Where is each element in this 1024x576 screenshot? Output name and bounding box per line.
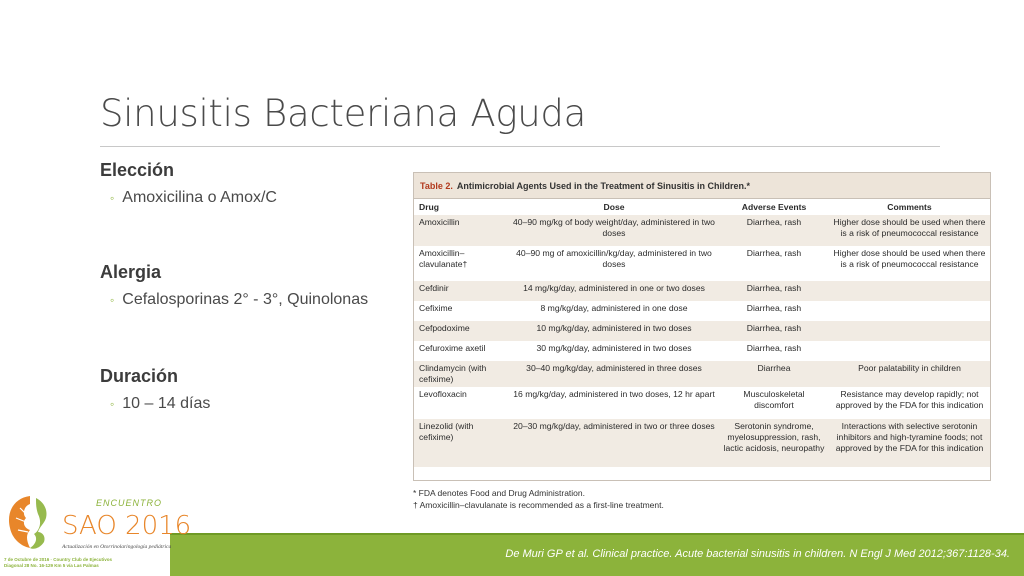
event-logo xyxy=(0,488,192,576)
adverse-events-cell: Diarrhea, rash xyxy=(719,321,829,341)
drug-cell: Amoxicillin–clavulanate† xyxy=(419,248,468,269)
comments-cell xyxy=(829,301,990,321)
comments-cell xyxy=(829,281,990,301)
footnote: † Amoxicillin–clavulanate is recommended as a first-line treatment. xyxy=(413,500,664,510)
column-header: Drug xyxy=(419,202,440,212)
table-row xyxy=(414,215,990,246)
title-divider xyxy=(100,146,940,147)
table-caption xyxy=(414,173,990,199)
adverse-events-cell: Diarrhea, rash xyxy=(746,343,802,353)
column-header: Dose xyxy=(603,202,625,212)
adverse-events-cell: Serotonin syndrome, myelosuppression, rash, lactic acidosis, neuropathy xyxy=(719,419,829,467)
list-item xyxy=(100,291,368,309)
drug-cell: Cefdinir xyxy=(414,281,509,301)
section-alergia xyxy=(100,262,368,309)
adverse-events-cell: Diarrhea xyxy=(719,361,829,387)
column-header: Comments xyxy=(887,202,932,212)
table-footnotes xyxy=(413,487,664,511)
logo-line: Diagonal 28 No. 16-129 Km 5 vía Las Palmas xyxy=(4,563,99,568)
logo-line: 7 de Octubre de 2016 · Country Club de Ejecutivos xyxy=(4,557,113,562)
adverse-events-cell: Diarrhea, rash xyxy=(719,215,829,246)
table-row xyxy=(414,301,990,321)
adverse-events-cell: Diarrhea, rash xyxy=(746,303,802,313)
list-item xyxy=(100,395,210,413)
table-row xyxy=(414,387,990,419)
drug-cell: Linezolid (with cefixime) xyxy=(414,419,509,467)
table-row xyxy=(414,321,990,341)
table-row xyxy=(414,246,990,281)
section-heading: Duración xyxy=(100,366,179,386)
section-duracion xyxy=(100,366,210,413)
dose-cell: 16 mg/kg/day, administered in two doses, 12 hr apart xyxy=(513,389,715,399)
logo-event-details xyxy=(4,557,169,569)
section-heading: Alergia xyxy=(100,262,162,282)
dose-cell: 8 mg/kg/day, administered in one dose xyxy=(540,303,688,313)
table-row xyxy=(414,419,990,467)
antimicrobial-table xyxy=(414,199,990,467)
dose-cell: 30 mg/kg/day, administered in two doses xyxy=(536,343,692,353)
list-item xyxy=(100,189,277,207)
adverse-events-cell: Diarrhea, rash xyxy=(719,281,829,301)
drug-cell: Cefuroxime axetil xyxy=(419,343,486,353)
list-item-text: Amoxicilina o Amox/C xyxy=(122,189,277,206)
comments-cell xyxy=(829,341,990,361)
dose-cell: 20–30 mg/kg/day, administered in two or three doses xyxy=(509,419,719,467)
table-row xyxy=(414,281,990,301)
comments-cell: Poor palatability in children xyxy=(829,361,990,387)
citation: De Muri GP et al. Clinical practice. Acute bacterial sinusitis in children. N Engl J Med 2012;367:1128-34. xyxy=(505,548,1010,560)
footer-accent-line xyxy=(170,533,1024,535)
antimicrobial-table-figure xyxy=(413,172,991,481)
table-number: Table 2. xyxy=(420,180,453,191)
comments-cell: Interactions with selective serotonin inhibitors and high-tyramine foods; not approved by the FDA for this indication xyxy=(829,419,990,467)
drug-cell: Clindamycin (with cefixime) xyxy=(414,361,509,387)
drug-cell: Cefpodoxime xyxy=(414,321,509,341)
bullet-icon: ◦ xyxy=(110,293,115,307)
list-item-text: Cefalosporinas 2° - 3°, Quinolonas xyxy=(122,291,369,308)
section-heading: Elección xyxy=(100,160,175,180)
dose-cell: 40–90 mg of amoxicillin/kg/day, administered in two doses xyxy=(516,248,712,269)
comments-cell: Higher dose should be used when there is a risk of pneumococcal resistance xyxy=(829,215,990,246)
drug-cell: Amoxicillin xyxy=(414,215,509,246)
section-eleccion xyxy=(100,160,277,207)
comments-cell xyxy=(829,321,990,341)
comments-cell: Resistance may develop rapidly; not approved by the FDA for this indication xyxy=(835,389,984,410)
dose-cell: 30–40 mg/kg/day, administered in three doses xyxy=(509,361,719,387)
adverse-events-cell: Diarrhea, rash xyxy=(746,248,802,258)
table-row xyxy=(414,341,990,361)
dose-cell: 40–90 mg/kg of body weight/day, administered in two doses xyxy=(509,215,719,246)
bullet-icon: ◦ xyxy=(110,191,115,205)
drug-cell: Levofloxacin xyxy=(419,389,467,399)
slide-title: Sinusitis Bacteriana Aguda xyxy=(100,92,586,135)
drug-cell: Cefixime xyxy=(419,303,453,313)
profile-leaf-icon xyxy=(9,496,47,549)
dose-cell: 14 mg/kg/day, administered in one or two doses xyxy=(509,281,719,301)
comments-cell: Higher dose should be used when there is a risk of pneumococcal resistance xyxy=(833,248,986,269)
logo-tagline: Actualización en Otorrinolaringología pediátrica xyxy=(62,544,172,550)
logo-encuentro: ENCUENTRO xyxy=(96,498,163,508)
table-header-row xyxy=(414,199,990,215)
bullet-icon: ◦ xyxy=(110,397,115,411)
adverse-events-cell: Musculoskeletal discomfort xyxy=(743,389,805,410)
list-item-text: 10 – 14 días xyxy=(122,395,211,412)
footnote: * FDA denotes Food and Drug Administration. xyxy=(413,488,585,498)
column-header: Adverse Events xyxy=(741,202,807,212)
table-row xyxy=(414,361,990,387)
table-title: Antimicrobial Agents Used in the Treatment of Sinusitis in Children.* xyxy=(456,180,751,191)
logo-sao-2016: SAO 2016 xyxy=(62,511,192,541)
dose-cell: 10 mg/kg/day, administered in two doses xyxy=(509,321,719,341)
event-logo-mark xyxy=(0,488,192,558)
